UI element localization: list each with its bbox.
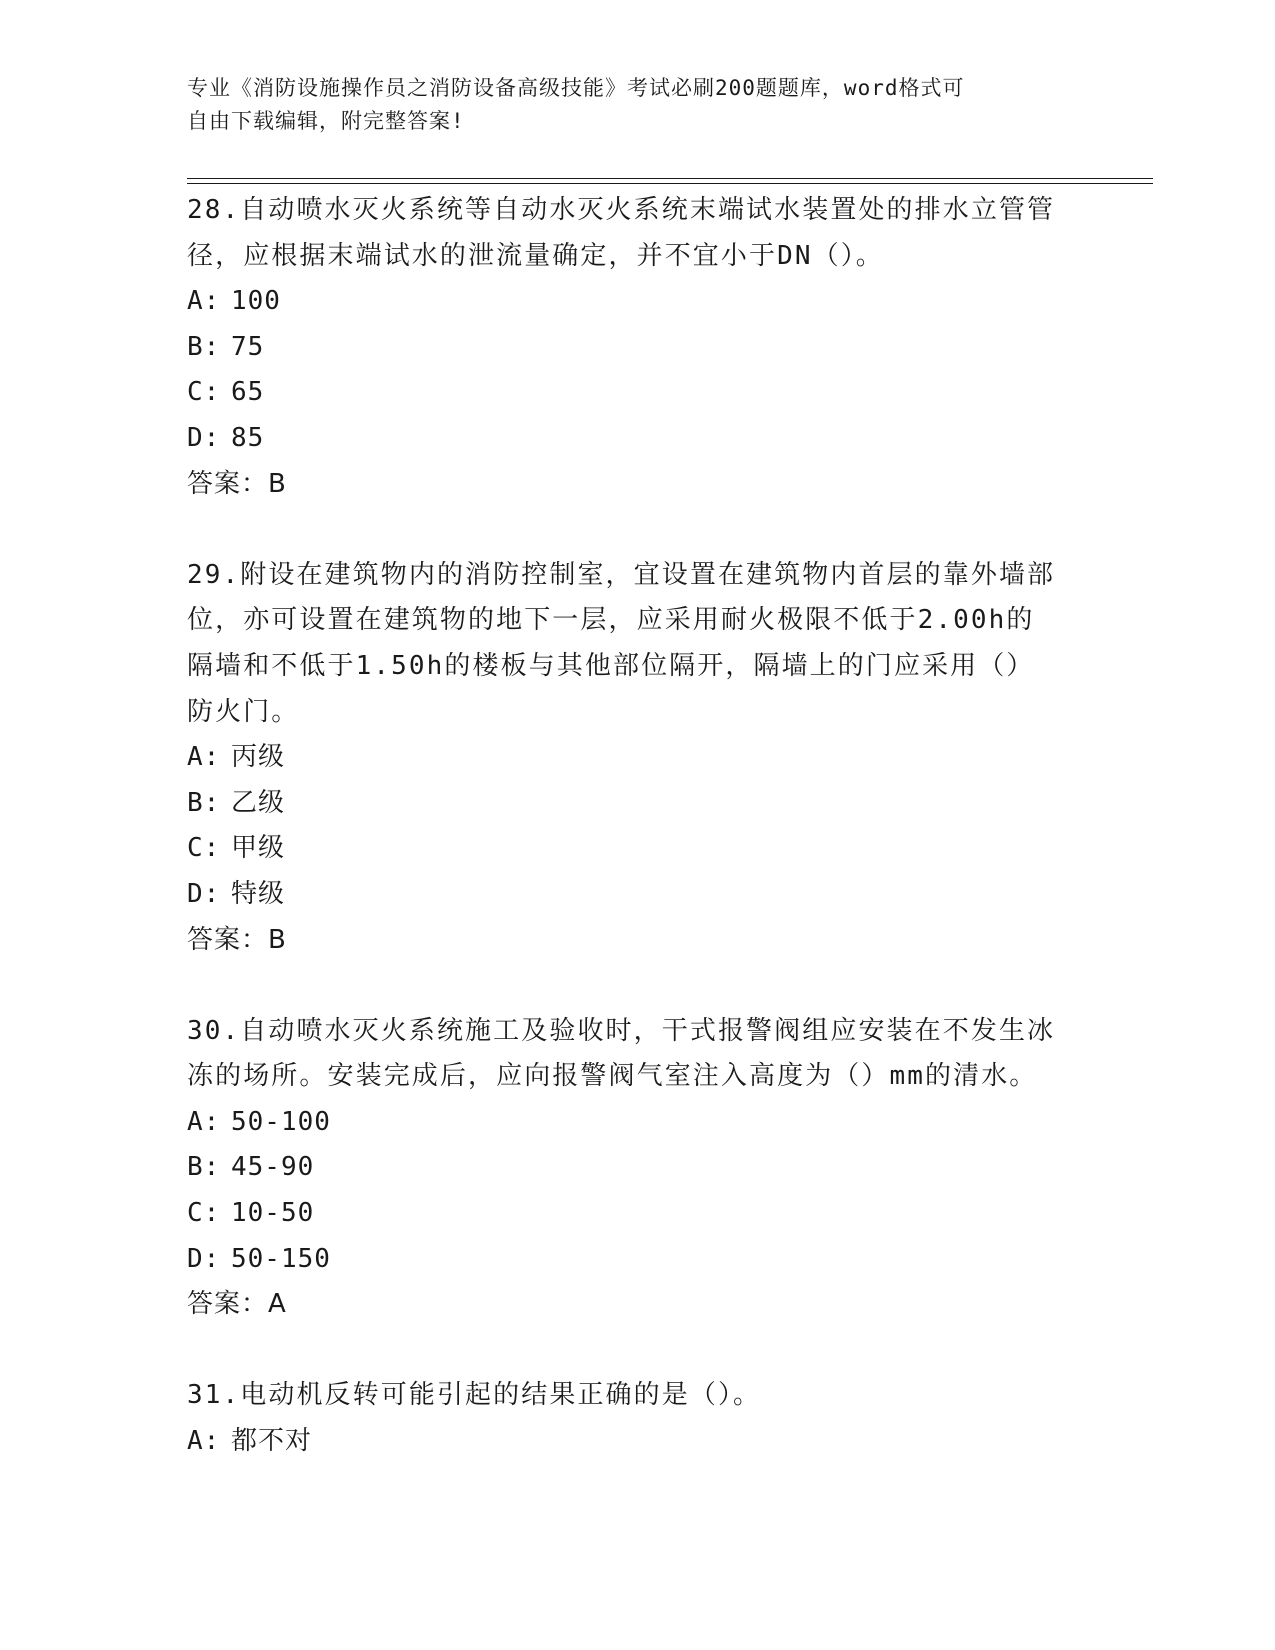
option-key: A: [187, 1426, 221, 1457]
question-stem-line: 位，亦可设置在建筑物的地下一层，应采用耐火极限不低于2.00h的 [187, 605, 1035, 636]
option-text: 50-100 [231, 1106, 331, 1137]
option-key: D: [187, 422, 221, 453]
option-c [187, 370, 1087, 416]
header-line-2: 自由下载编辑，附完整答案! [187, 109, 465, 133]
option-key: C: [187, 1198, 221, 1229]
option-key: B: [187, 331, 221, 362]
answer-line: 答案：B [187, 924, 287, 955]
answer-line: 答案：A [187, 1289, 287, 1320]
option-text: 乙级 [231, 787, 286, 818]
option-a [187, 735, 1087, 781]
option-d [187, 416, 1087, 462]
question-stem-line: 31.电动机反转可能引起的结果正确的是（）。 [187, 1380, 762, 1411]
option-c [187, 826, 1087, 872]
option-text: 10-50 [231, 1198, 315, 1229]
question-stem-line: 30.自动喷水灭火系统施工及验收时，干式报警阀组应安装在不发生冰 [187, 1015, 1056, 1046]
option-key: C: [187, 377, 221, 408]
question-stem-line: 冻的场所。安装完成后，应向报警阀气室注入高度为（）mm的清水。 [187, 1061, 1038, 1092]
header-line-1: 专业《消防设施操作员之消防设备高级技能》考试必刷200题题库，word格式可 [187, 76, 965, 100]
option-key: D: [187, 1243, 221, 1274]
question-stem-line: 防火门。 [187, 696, 300, 727]
option-a [187, 1100, 1087, 1146]
question-30 [187, 1009, 1087, 1328]
header-rule-bottom [187, 183, 1153, 184]
answer-line: 答案：B [187, 468, 287, 499]
option-d [187, 1237, 1087, 1283]
question-stem-line: 径，应根据末端试水的泄流量确定，并不宜小于DN（）。 [187, 240, 884, 271]
option-key: B: [187, 787, 221, 818]
option-c [187, 1191, 1087, 1237]
document-header [187, 72, 1067, 138]
option-text: 50-150 [231, 1243, 331, 1274]
option-key: B: [187, 1152, 221, 1183]
option-text: 75 [231, 331, 265, 362]
option-b [187, 1145, 1087, 1191]
question-stem-line: 隔墙和不低于1.50h的楼板与其他部位隔开，隔墙上的门应采用（） [187, 650, 1035, 681]
question-stem-line: 28.自动喷水灭火系统等自动水灭火系统末端试水装置处的排水立管管 [187, 195, 1056, 225]
option-a [187, 279, 1087, 325]
option-key: D: [187, 878, 221, 909]
option-d [187, 872, 1087, 918]
option-key: C: [187, 833, 221, 864]
option-b [187, 325, 1087, 371]
option-a [187, 1419, 1087, 1465]
option-text: 100 [231, 286, 281, 317]
question-list [187, 188, 1087, 1465]
header-rule-top [187, 178, 1153, 179]
question-gap [187, 1328, 1087, 1374]
question-29 [187, 553, 1087, 963]
option-text: 65 [231, 377, 265, 408]
option-text: 45-90 [231, 1152, 315, 1183]
option-text: 特级 [231, 878, 286, 909]
option-key: A: [187, 286, 221, 317]
option-b [187, 781, 1087, 827]
option-text: 丙级 [231, 742, 286, 773]
question-gap [187, 507, 1087, 553]
option-text: 都不对 [231, 1426, 313, 1457]
question-31 [187, 1373, 1087, 1464]
question-28 [187, 188, 1087, 507]
option-text: 85 [231, 422, 265, 453]
option-text: 甲级 [231, 833, 286, 864]
question-stem-line: 29.附设在建筑物内的消防控制室，宜设置在建筑物内首层的靠外墙部 [187, 559, 1056, 590]
option-key: A: [187, 1106, 221, 1137]
option-key: A: [187, 742, 221, 773]
question-gap [187, 963, 1087, 1009]
